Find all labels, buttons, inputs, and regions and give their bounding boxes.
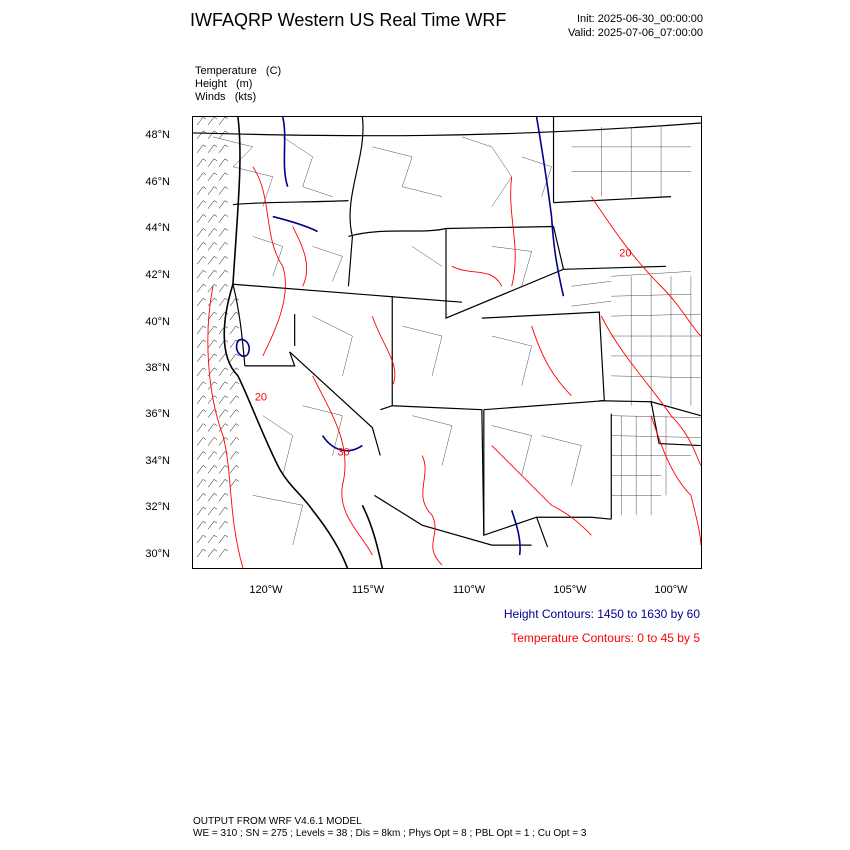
- height-contours: [237, 117, 564, 555]
- wind-barb: [197, 340, 206, 348]
- wind-barb: [208, 479, 217, 487]
- wind-barb: [197, 256, 206, 264]
- plot-title: IWFAQRP Western US Real Time WRF: [190, 10, 507, 30]
- wind-barb: [197, 507, 206, 515]
- contour-label: 20: [254, 391, 268, 404]
- variable-temperature: Temperature (C): [195, 65, 282, 77]
- contour-label: 20: [619, 247, 632, 260]
- wind-barb: [197, 312, 206, 320]
- wind-barb: [219, 256, 228, 264]
- wind-barb: [197, 354, 206, 362]
- wind-barb: [219, 242, 228, 250]
- lat-label: 44°N: [145, 222, 170, 234]
- variable-height: Height (m): [195, 78, 253, 90]
- weather-map: [192, 116, 702, 569]
- wind-barb: [197, 465, 206, 473]
- lon-label: 110°W: [452, 584, 486, 596]
- wind-barb: [208, 270, 217, 278]
- wind-barb: [208, 242, 217, 250]
- wind-barb: [219, 284, 228, 292]
- wind-barb: [219, 493, 228, 501]
- lon-label: 115°W: [351, 584, 385, 596]
- lat-label: 42°N: [145, 269, 170, 281]
- wind-barb: [208, 549, 217, 557]
- lat-label: 46°N: [145, 176, 170, 188]
- wind-barb: [230, 354, 239, 362]
- lat-label: 48°N: [145, 129, 170, 141]
- wind-barb: [208, 215, 217, 223]
- wind-barb: [219, 396, 228, 404]
- wind-barb: [208, 493, 217, 501]
- contour-label: 30: [337, 446, 350, 459]
- model-footer: OUTPUT FROM WRF V4.6.1 MODEL: [193, 816, 362, 827]
- wind-barb: [219, 507, 228, 515]
- wind-barb: [219, 382, 228, 390]
- lat-label: 40°N: [145, 316, 170, 328]
- wind-barb: [197, 549, 206, 557]
- wind-barb: [197, 410, 206, 418]
- wind-barb: [219, 145, 228, 153]
- wind-barb: [219, 215, 228, 223]
- variable-winds: Winds (kts): [195, 91, 257, 103]
- wind-barb: [219, 159, 228, 167]
- wind-barb: [208, 465, 217, 473]
- wind-barb: [230, 326, 239, 334]
- wind-barb: [219, 187, 228, 195]
- wind-barb: [230, 424, 239, 432]
- wind-barb: [197, 298, 206, 306]
- wind-barb: [197, 187, 206, 195]
- lat-label: 34°N: [145, 455, 170, 467]
- lat-label: 36°N: [145, 408, 170, 420]
- wind-barb: [219, 117, 228, 125]
- wind-barb: [197, 145, 206, 153]
- init-time: Init: 2025-06-30_00:00:00: [577, 13, 703, 25]
- wind-barb: [197, 173, 206, 181]
- wind-barb: [197, 438, 206, 446]
- wind-barb: [219, 465, 228, 473]
- height-contour-legend: Height Contours: 1450 to 1630 by 60: [503, 607, 700, 621]
- county-boundaries: [213, 127, 701, 545]
- state-boundaries: [193, 117, 701, 547]
- wind-barb: [230, 452, 239, 460]
- lon-label: 100°W: [654, 584, 688, 596]
- wind-barb: [208, 256, 217, 264]
- lon-label: 120°W: [249, 584, 283, 596]
- wind-barb: [208, 173, 217, 181]
- wind-barb: [197, 117, 206, 125]
- wind-barb: [197, 535, 206, 543]
- wind-barb: [197, 479, 206, 487]
- wind-barb: [208, 438, 217, 446]
- wind-barb: [219, 535, 228, 543]
- wind-barb: [219, 410, 228, 418]
- wind-barb: [208, 187, 217, 195]
- wind-barb: [230, 312, 239, 320]
- wind-barb: [197, 396, 206, 404]
- model-config-footer: WE = 310 ; SN = 275 ; Levels = 38 ; Dis = 8km ; Phys Opt = 8 ; PBL Opt = 1 ; Cu Opt = 3: [193, 828, 587, 839]
- wind-barb: [197, 270, 206, 278]
- wind-barb: [197, 131, 206, 139]
- wind-barb: [208, 354, 217, 362]
- wind-barb: [230, 382, 239, 390]
- wind-barb: [208, 521, 217, 529]
- wind-barb: [197, 284, 206, 292]
- wind-barb: [197, 201, 206, 209]
- wind-barb: [208, 326, 217, 334]
- wind-barb: [208, 229, 217, 237]
- wind-barb: [208, 201, 217, 209]
- lat-label: 30°N: [145, 548, 170, 560]
- wind-barb: [197, 242, 206, 250]
- wind-barb: [208, 382, 217, 390]
- wind-barb: [219, 131, 228, 139]
- wind-barb: [197, 452, 206, 460]
- wind-barb: [197, 424, 206, 432]
- temperature-contour-legend: Temperature Contours: 0 to 45 by 5: [511, 631, 700, 645]
- wind-barb: [230, 410, 239, 418]
- wind-barbs: [197, 117, 239, 557]
- wind-barb: [219, 298, 228, 306]
- wind-barb: [208, 340, 217, 348]
- wind-barb: [230, 465, 239, 473]
- wind-barb: [219, 173, 228, 181]
- wind-barb: [208, 535, 217, 543]
- wind-barb: [197, 229, 206, 237]
- wind-barb: [219, 229, 228, 237]
- wind-barb: [197, 382, 206, 390]
- wind-barb: [208, 507, 217, 515]
- wind-barb: [208, 452, 217, 460]
- wind-barb: [208, 159, 217, 167]
- lat-label: 38°N: [145, 362, 170, 374]
- wind-barb: [197, 326, 206, 334]
- wind-barb: [230, 479, 239, 487]
- wind-barb: [208, 145, 217, 153]
- wind-barb: [219, 368, 228, 376]
- lon-label: 105°W: [553, 584, 587, 596]
- wind-barb: [219, 340, 228, 348]
- wind-barb: [197, 521, 206, 529]
- wind-barb: [208, 298, 217, 306]
- wind-barb: [197, 493, 206, 501]
- wind-barb: [219, 270, 228, 278]
- wind-barb: [219, 521, 228, 529]
- valid-time: Valid: 2025-07-06_07:00:00: [568, 27, 703, 39]
- wind-barb: [230, 438, 239, 446]
- wind-barb: [219, 479, 228, 487]
- wind-barb: [208, 117, 217, 125]
- wind-barb: [230, 396, 239, 404]
- lat-label: 32°N: [145, 501, 170, 513]
- wind-barb: [219, 201, 228, 209]
- temperature-contours: [208, 167, 701, 568]
- wind-barb: [219, 549, 228, 557]
- wind-barb: [197, 215, 206, 223]
- wind-barb: [197, 159, 206, 167]
- wind-barb: [208, 424, 217, 432]
- wind-barb: [197, 368, 206, 376]
